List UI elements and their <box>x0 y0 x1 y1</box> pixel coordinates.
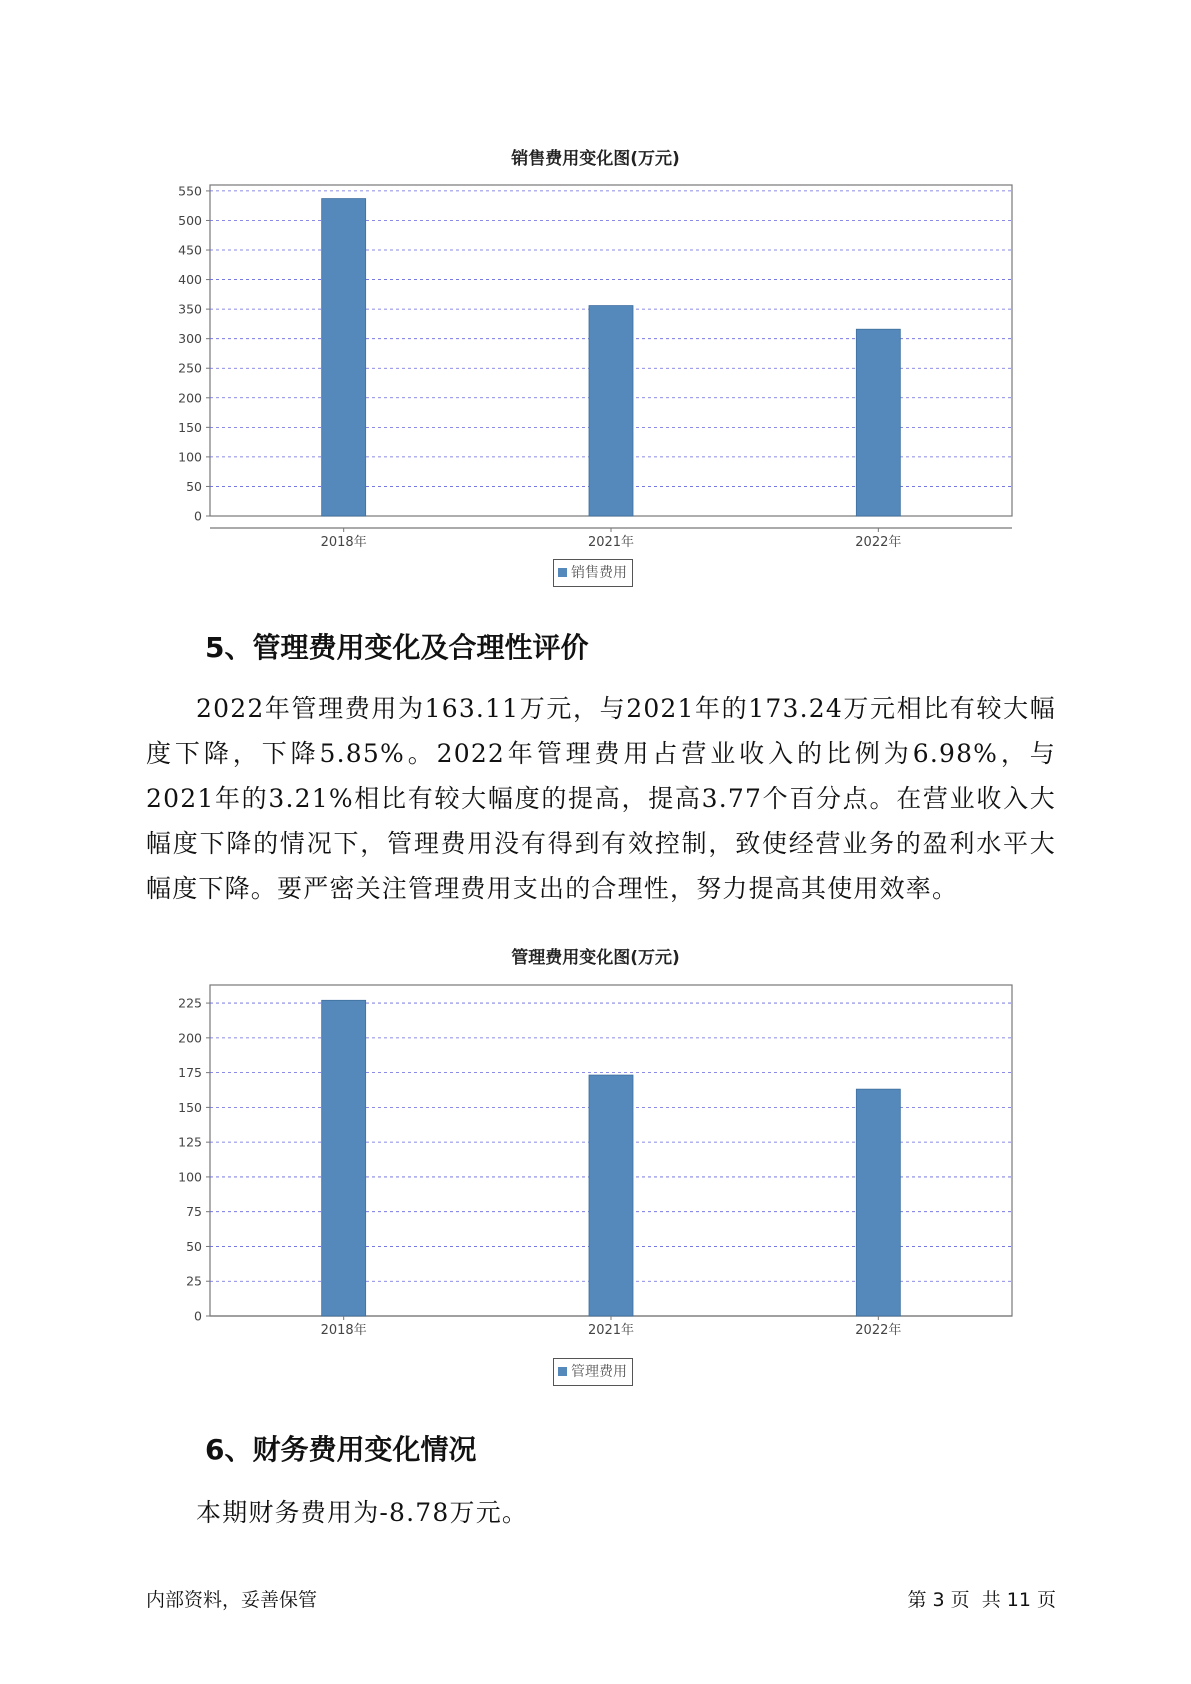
footer-confidential-note: 内部资料，妥善保管 <box>146 1589 318 1611</box>
y-tick-label: 150 <box>178 419 202 435</box>
chart-title: 管理费用变化图(万元) <box>511 948 680 968</box>
bar <box>589 1075 633 1316</box>
y-tick-label: 225 <box>178 995 202 1011</box>
y-tick-label: 100 <box>178 1169 202 1185</box>
x-tick-label: 2018年 <box>320 535 367 550</box>
x-tick-label: 2021年 <box>587 1323 635 1338</box>
section-paragraph: 2022年管理费用为163.11万元，与2021年的173.24万元相比有较大幅度下降，下降5.85%。2022年管理费用占营业收入的比例为6.98%，与2021年的3.21%相比有较大幅度的提高，提高3.77个百分点。在营业收入大幅度下降的情况下，管理费用没有得到有效控制，致使经营业务的盈利水平大幅度下降。要严密关注管理费用支出的合理性，努力提高其使用效率。 <box>146 694 1056 903</box>
chart-legend <box>553 1358 633 1386</box>
bar <box>856 1089 900 1316</box>
y-tick-label: 200 <box>178 390 202 406</box>
y-tick-label: 300 <box>178 331 202 347</box>
y-tick-label: 550 <box>178 183 202 199</box>
y-tick-label: 75 <box>186 1204 202 1220</box>
y-tick-label: 50 <box>186 478 202 494</box>
legend-label: 销售费用 <box>571 565 627 581</box>
legend-swatch <box>558 1367 567 1376</box>
y-tick-label: 350 <box>178 301 202 317</box>
y-tick-label: 500 <box>178 212 202 228</box>
y-tick-label: 125 <box>178 1134 202 1150</box>
y-tick-label: 200 <box>178 1030 202 1046</box>
y-tick-label: 250 <box>178 360 202 376</box>
x-tick-label: 2021年 <box>587 535 635 550</box>
y-tick-label: 150 <box>178 1099 202 1115</box>
y-tick-label: 0 <box>194 1308 202 1324</box>
x-tick-label: 2022年 <box>855 1323 902 1338</box>
y-tick-label: 175 <box>178 1065 202 1081</box>
bar <box>322 1000 366 1316</box>
section-heading: 6、财务费用变化情况 <box>205 1433 477 1466</box>
y-tick-label: 400 <box>178 272 202 288</box>
section-heading: 5、管理费用变化及合理性评价 <box>205 631 589 664</box>
chart-title: 销售费用变化图(万元) <box>511 149 680 169</box>
y-tick-label: 450 <box>178 242 202 258</box>
y-tick-label: 0 <box>194 508 202 524</box>
x-tick-label: 2018年 <box>320 1323 367 1338</box>
y-tick-label: 50 <box>186 1238 202 1254</box>
x-tick-label: 2022年 <box>855 535 902 550</box>
y-tick-label: 25 <box>186 1273 202 1289</box>
y-tick-label: 100 <box>178 449 202 465</box>
section-paragraph: 本期财务费用为-8.78万元。 <box>196 1498 529 1527</box>
footer-page-number: 第 3 页 共 11 页 <box>907 1589 1056 1611</box>
legend-label: 管理费用 <box>571 1364 627 1380</box>
